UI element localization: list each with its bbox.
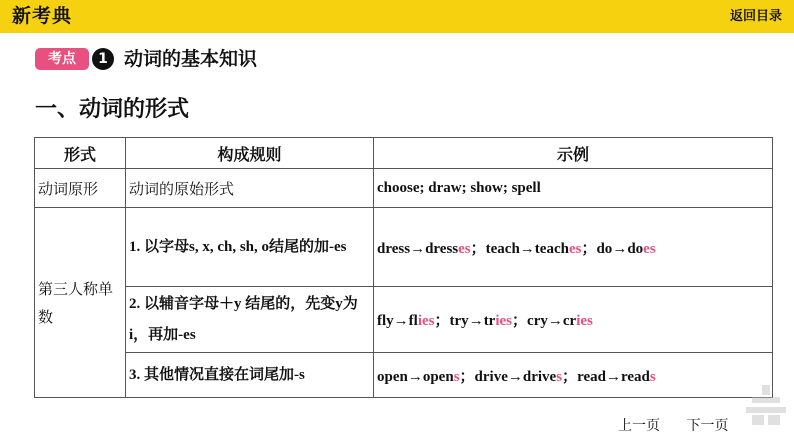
example-base: fly (377, 313, 394, 329)
header-rule: 构成规则 (126, 138, 374, 169)
example-base: dress (377, 240, 411, 257)
back-to-contents-link[interactable]: 返回目录 (729, 9, 782, 24)
arrow-icon: → (393, 313, 409, 329)
header-example: 示例 (374, 138, 773, 169)
top-bar (0, 0, 794, 33)
topic-title: 动词的基本知识 (124, 48, 258, 70)
arrow-icon: → (605, 368, 621, 385)
next-page-link[interactable]: 下一页 (686, 418, 729, 434)
bottom-nav (618, 415, 750, 435)
example-suffix: ies (495, 313, 513, 329)
example-suffix: s (453, 368, 460, 385)
example-separator: ； (470, 240, 486, 257)
rule-cell: 2. 以辅音字母＋y 结尾的，先变y为i，再加-es (126, 287, 374, 353)
table-row (35, 208, 773, 287)
rule-cell: 3. 其他情况直接在词尾加-s (126, 353, 374, 398)
example-pair (450, 313, 528, 329)
example-stem: dress (425, 240, 459, 257)
arrow-icon: → (468, 313, 484, 329)
arrow-icon: → (612, 240, 628, 257)
example-base: open (377, 368, 408, 385)
example-suffix: ies (417, 313, 435, 329)
example-cell (374, 287, 773, 353)
example-stem: do (627, 240, 644, 257)
example-base: do (596, 240, 613, 257)
example-stem: drive (522, 368, 557, 385)
example-stem: read (620, 368, 650, 385)
example-suffix: s (649, 368, 656, 385)
brand-title: 新考典 (12, 5, 73, 27)
example-pair (577, 369, 656, 385)
example-suffix: s (556, 368, 563, 385)
example-pair (377, 369, 475, 385)
table-row (35, 169, 773, 208)
table-header-row (35, 138, 773, 169)
example-pair (377, 313, 450, 329)
example-base: drive (474, 368, 508, 385)
example-base: read (577, 368, 606, 385)
example-pair (486, 241, 597, 257)
example-stem: teach (534, 240, 569, 257)
example-stem: open (422, 368, 454, 385)
example-base: cry (527, 313, 548, 329)
example-separator: ； (459, 368, 475, 385)
example-base: try (449, 313, 469, 329)
form-cell-third-person: 第三人称单数 (35, 208, 126, 398)
example-separator: ； (434, 313, 450, 329)
example-base: teach (485, 240, 520, 257)
verb-forms-table (34, 137, 773, 398)
example-separator: ； (512, 313, 528, 329)
example-cell (374, 208, 773, 287)
prev-page-link[interactable]: 上一页 (618, 418, 660, 434)
example-cell: choose; draw; show; spell (374, 169, 773, 208)
arrow-icon: → (407, 368, 423, 385)
example-stem: cr (562, 313, 577, 329)
form-cell: 动词原形 (35, 169, 126, 208)
header-form: 形式 (35, 138, 126, 169)
table-row (35, 287, 773, 353)
table-row (35, 353, 773, 398)
topic-number-badge: 1 (92, 48, 114, 70)
example-stem: fl (408, 313, 418, 329)
example-suffix: ies (576, 313, 593, 329)
watermark-logo-icon (742, 383, 790, 439)
example-separator: ； (562, 368, 578, 385)
example-stem: tr (483, 313, 496, 329)
rule-cell: 1. 以字母s, x, ch, sh, o结尾的加-es (126, 208, 374, 287)
arrow-icon: → (507, 368, 523, 385)
example-pair (475, 369, 578, 385)
example-suffix: es (458, 240, 471, 257)
arrow-icon: → (410, 240, 426, 257)
kaodian-tag: 考点 (35, 48, 89, 70)
arrow-icon: → (519, 240, 535, 257)
example-suffix: es (568, 240, 582, 257)
rule-cell: 动词的原始形式 (126, 169, 374, 208)
example-pair (527, 313, 593, 329)
section-title: 一、动词的形式 (35, 97, 190, 122)
arrow-icon: → (547, 313, 563, 329)
example-pair (377, 241, 486, 257)
example-cell (374, 353, 773, 398)
example-separator: ； (581, 240, 597, 257)
example-pair (596, 241, 655, 257)
example-suffix: es (643, 240, 656, 257)
